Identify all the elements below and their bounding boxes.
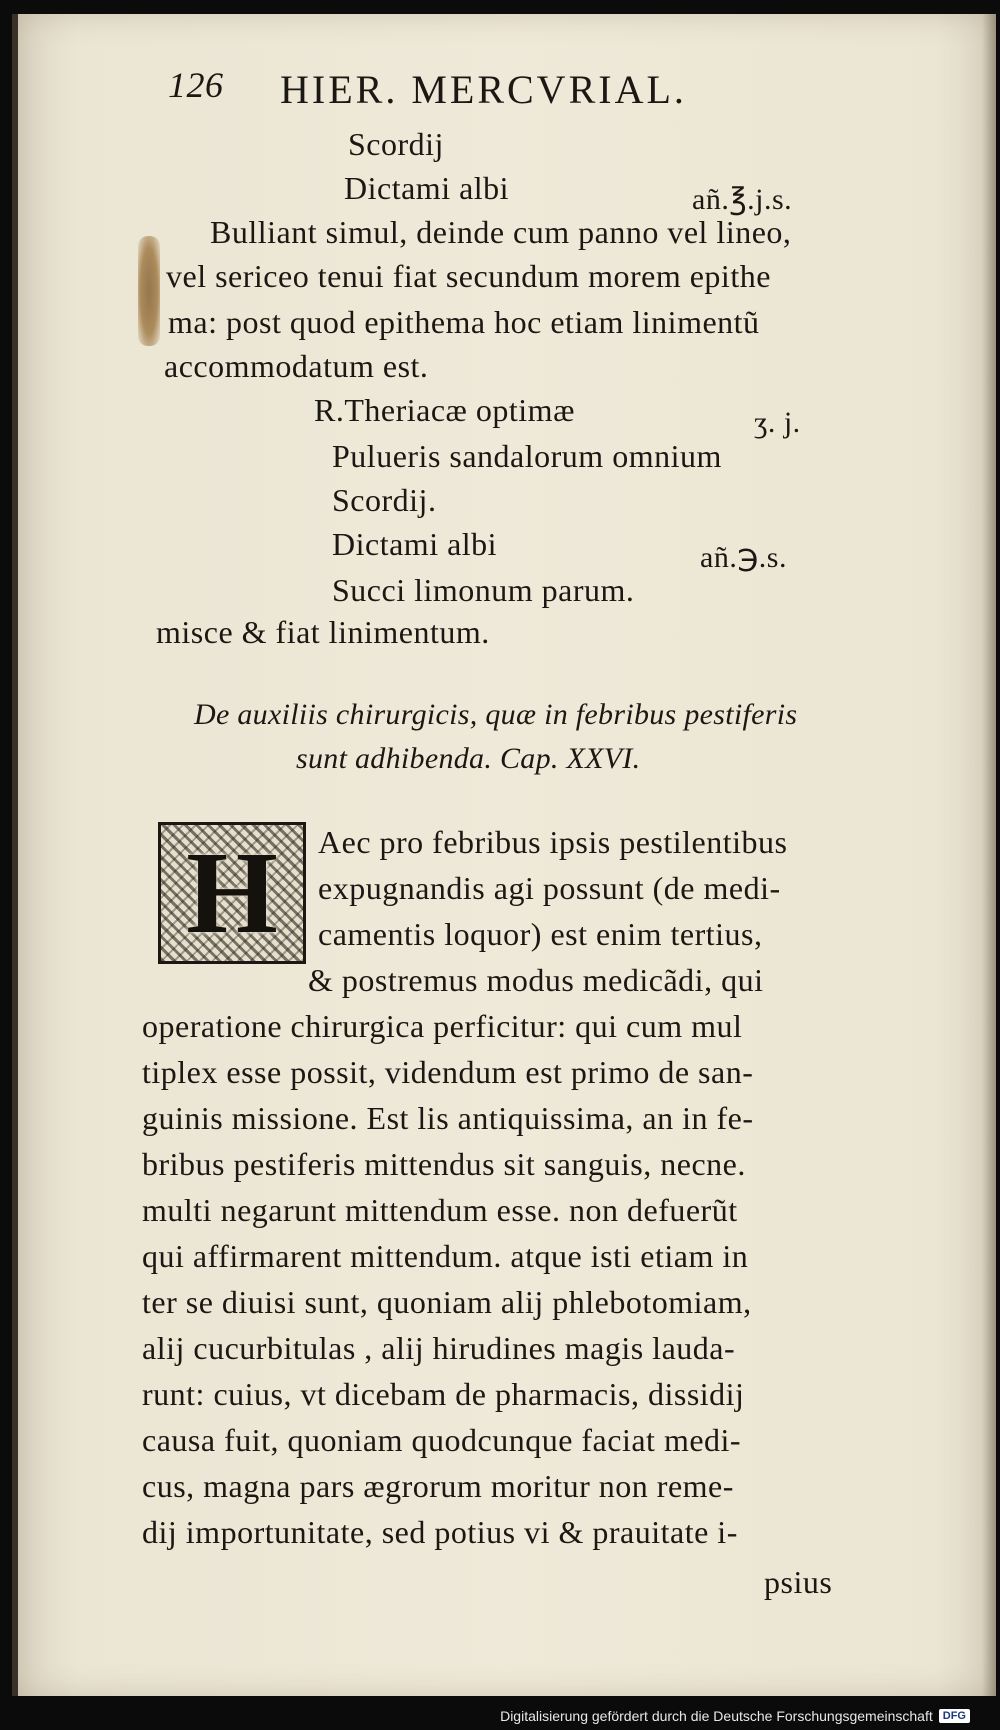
paper-stain — [138, 236, 160, 346]
recipe2-line4: Dictami albi — [332, 526, 498, 562]
recipe2-line6: misce & fiat linimentum. — [156, 614, 490, 650]
body-line-8: bribus pestiferis mittendus sit sanguis, necne. — [142, 1146, 746, 1182]
body-line-13: runt: cuius, vt dicebam de pharmacis, dissidij — [142, 1376, 745, 1412]
book-page — [12, 14, 996, 1696]
catchword: psius — [764, 1564, 833, 1600]
body-line-10: qui affirmarent mittendum. atque isti etiam in — [142, 1238, 749, 1274]
para1-line3: ma: post quod epithema hoc etiam linimentũ — [168, 304, 760, 340]
body-line-16: dij importunitate, sed potius vi & prauitate i- — [142, 1514, 738, 1550]
body-line-7: guinis missione. Est lis antiquissima, an in fe- — [142, 1100, 754, 1136]
body-line-6: tiplex esse possit, videndum est primo de san- — [142, 1054, 754, 1090]
recipe2-dose2: añ.℈.s. — [700, 541, 787, 574]
para1-line1: Bulliant simul, deinde cum panno vel lineo, — [210, 214, 792, 250]
body-line-4: & postremus modus medicãdi, qui — [308, 962, 764, 998]
body-line-2: expugnandis agi possunt (de medi- — [318, 870, 781, 906]
recipe2-line3: Scordij. — [332, 482, 437, 518]
decorated-initial — [158, 822, 306, 964]
body-line-15: cus, magna pars ægrorum moritur non reme- — [142, 1468, 734, 1504]
body-line-9: multi negarunt mittendum esse. non defuerũt — [142, 1192, 738, 1228]
digitization-credit — [500, 1708, 970, 1724]
chapter-title-line1: De auxiliis chirurgicis, quæ in febribus pestiferis — [194, 698, 798, 731]
recipe2-line2: Pulueris sandalorum omnium — [332, 438, 722, 474]
recipe1-item2: Dictami albi — [344, 170, 510, 206]
digitization-credit-text: Digitalisierung gefördert durch die Deutsche Forschungsgemeinschaft — [500, 1708, 933, 1724]
recipe2-dose1: ʒ. j. — [754, 406, 801, 439]
recipe1-item1: Scordij — [348, 126, 444, 162]
body-line-5: operatione chirurgica perficitur: qui cum mul — [142, 1008, 743, 1044]
para1-line2: vel sericeo tenui fiat secundum morem epithe — [166, 258, 771, 294]
body-line-1: Aec pro febribus ipsis pestilentibus — [318, 824, 788, 860]
dfg-logo: DFG — [939, 1709, 970, 1723]
chapter-title-line2: sunt adhibenda. Cap. XXVI. — [296, 742, 641, 775]
recipe2-line5: Succi limonum parum. — [332, 572, 635, 608]
decorated-initial-letter: H — [186, 827, 278, 958]
recipe1-dose: añ.℥.j.s. — [692, 183, 793, 216]
body-line-12: alij cucurbitulas , alij hirudines magis lauda- — [142, 1330, 736, 1366]
running-title: HIER. MERCVRIAL. — [280, 67, 687, 112]
page-edge-shadow — [982, 14, 996, 1696]
recipe2-line1: R.Theriacæ optimæ — [314, 392, 575, 428]
body-line-14: causa fuit, quoniam quodcunque faciat medi- — [142, 1422, 742, 1458]
page-number: 126 — [168, 65, 224, 105]
para1-line4: accommodatum est. — [164, 348, 429, 384]
body-line-3: camentis loquor) est enim tertius, — [318, 916, 763, 952]
body-line-11: ter se diuisi sunt, quoniam alij phlebotomiam, — [142, 1284, 752, 1320]
